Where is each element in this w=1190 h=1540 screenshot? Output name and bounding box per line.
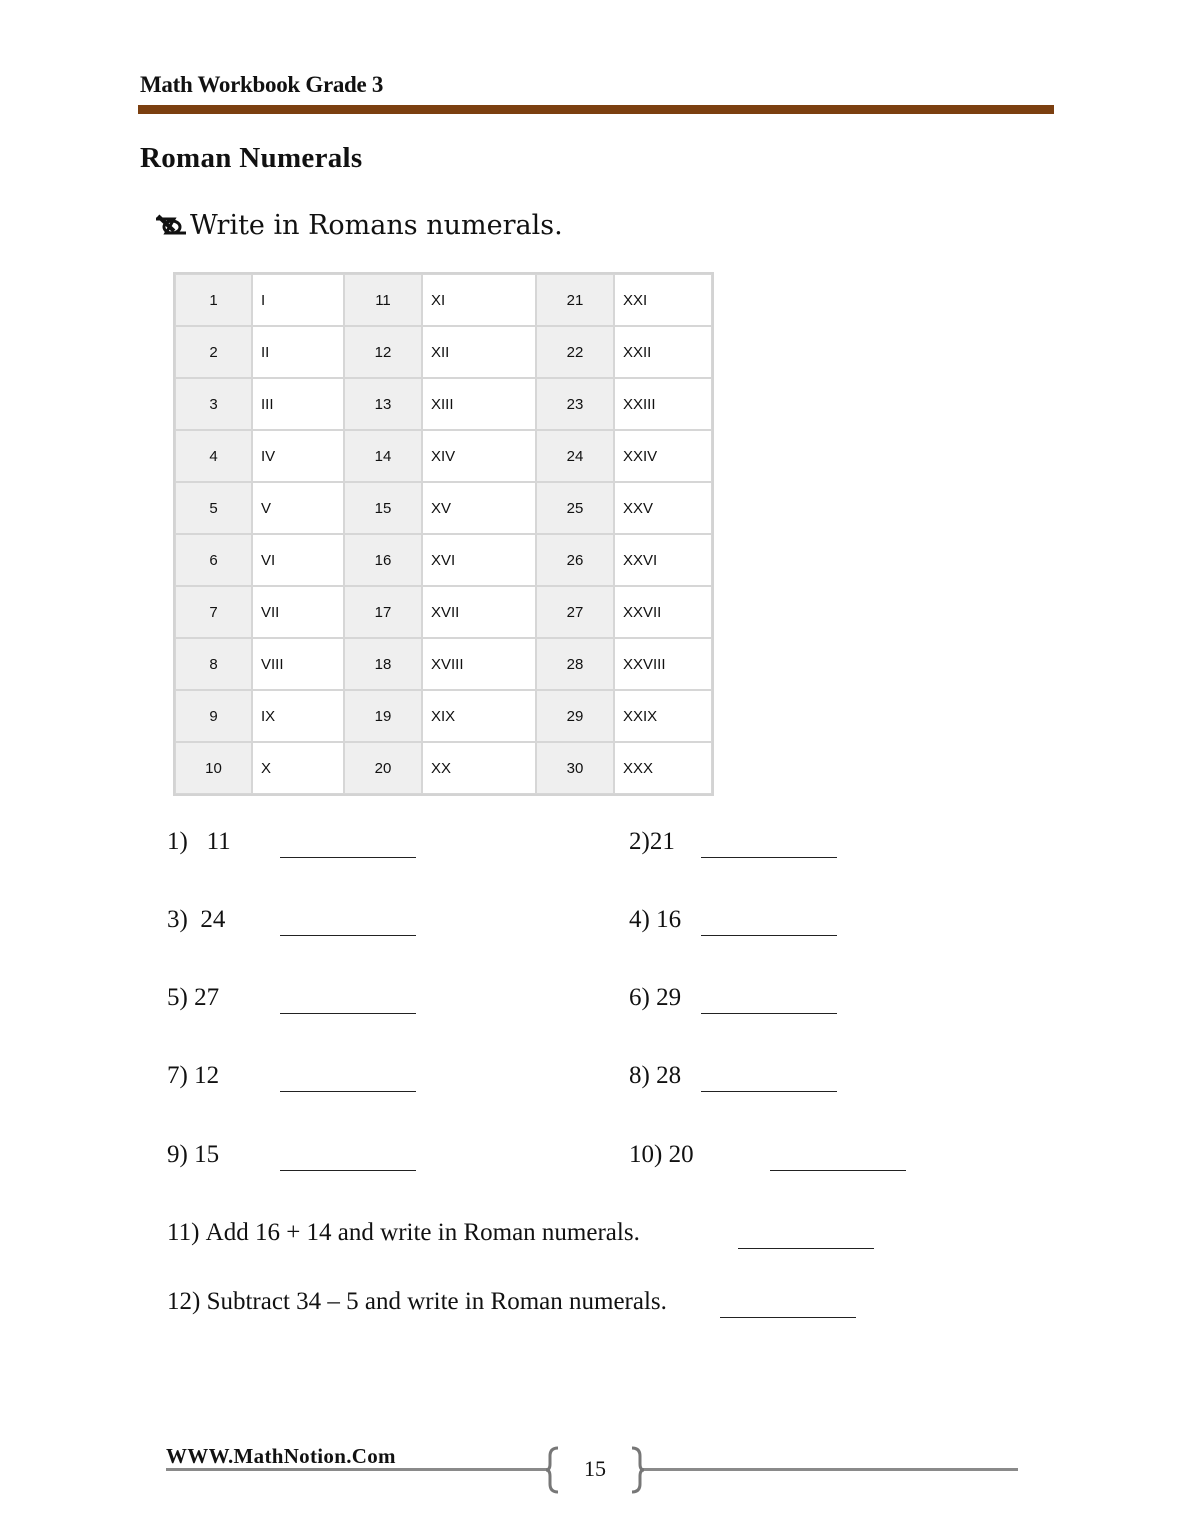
pencil-icon xyxy=(152,213,188,239)
number-cell: 5 xyxy=(175,482,252,534)
number-cell: 2 xyxy=(175,326,252,378)
footer-divider xyxy=(166,1468,550,1471)
question-value: 24 xyxy=(200,906,226,933)
question-value: Add 16 + 14 and write in Roman numerals. xyxy=(205,1219,640,1246)
question-value: 21 xyxy=(649,828,675,855)
roman-cell: XV xyxy=(422,482,536,534)
question-label: 7) xyxy=(167,1062,188,1089)
question-3 xyxy=(167,906,225,934)
page-number: 15 xyxy=(584,1456,606,1481)
question-8 xyxy=(629,1062,681,1090)
question-label: 9) xyxy=(167,1141,188,1168)
table-row xyxy=(175,326,712,378)
question-label: 3) xyxy=(167,906,188,933)
roman-cell: XXII xyxy=(614,326,712,378)
question-value: 20 xyxy=(668,1141,694,1168)
table-row xyxy=(175,378,712,430)
number-cell: 17 xyxy=(344,586,422,638)
question-value: 28 xyxy=(656,1062,682,1089)
number-cell: 28 xyxy=(536,638,614,690)
question-label: 12) xyxy=(167,1288,201,1315)
table-row xyxy=(175,482,712,534)
number-cell: 23 xyxy=(536,378,614,430)
table-row xyxy=(175,638,712,690)
question-value: 12 xyxy=(194,1062,220,1089)
roman-numerals-table xyxy=(173,272,714,796)
question-value: 29 xyxy=(656,984,682,1011)
answer-blank-10[interactable] xyxy=(770,1169,906,1171)
number-cell: 26 xyxy=(536,534,614,586)
question-label: 2) xyxy=(629,828,650,855)
number-cell: 19 xyxy=(344,690,422,742)
number-cell: 12 xyxy=(344,326,422,378)
answer-blank-5[interactable] xyxy=(280,1012,416,1014)
number-cell: 13 xyxy=(344,378,422,430)
table-row xyxy=(175,430,712,482)
question-9 xyxy=(167,1141,219,1169)
question-4 xyxy=(629,906,681,934)
question-5 xyxy=(167,984,219,1012)
roman-cell: XXIX xyxy=(614,690,712,742)
number-cell: 10 xyxy=(175,742,252,794)
section-title: Roman Numerals xyxy=(140,142,363,174)
answer-blank-7[interactable] xyxy=(280,1090,416,1092)
table-row xyxy=(175,690,712,742)
question-label: 8) xyxy=(629,1062,650,1089)
roman-cell: XVIII xyxy=(422,638,536,690)
question-value: 27 xyxy=(194,984,220,1011)
roman-cell: XVII xyxy=(422,586,536,638)
roman-cell: IV xyxy=(252,430,344,482)
number-cell: 7 xyxy=(175,586,252,638)
instruction-text: Write in Romans numerals. xyxy=(190,210,563,241)
roman-cell: XXIV xyxy=(614,430,712,482)
roman-cell: V xyxy=(252,482,344,534)
number-cell: 21 xyxy=(536,274,614,326)
footer-site: WWW.MathNotion.Com xyxy=(166,1444,396,1468)
answer-blank-8[interactable] xyxy=(701,1090,837,1092)
header-rule xyxy=(138,105,1054,114)
roman-cell: XI xyxy=(422,274,536,326)
instruction xyxy=(152,210,563,241)
roman-cell: III xyxy=(252,378,344,430)
number-cell: 20 xyxy=(344,742,422,794)
question-2 xyxy=(629,828,675,856)
number-cell: 16 xyxy=(344,534,422,586)
roman-cell: VII xyxy=(252,586,344,638)
question-10 xyxy=(629,1141,694,1169)
roman-cell: XXI xyxy=(614,274,712,326)
roman-cell: XXVI xyxy=(614,534,712,586)
answer-blank-6[interactable] xyxy=(701,1012,837,1014)
number-cell: 11 xyxy=(344,274,422,326)
question-label: 1) xyxy=(167,828,188,855)
number-cell: 8 xyxy=(175,638,252,690)
number-cell: 27 xyxy=(536,586,614,638)
roman-cell: XIII xyxy=(422,378,536,430)
roman-cell: XXVIII xyxy=(614,638,712,690)
answer-blank-9[interactable] xyxy=(280,1169,416,1171)
question-11 xyxy=(167,1219,640,1247)
roman-cell: XXV xyxy=(614,482,712,534)
roman-cell: VIII xyxy=(252,638,344,690)
footer-divider xyxy=(640,1468,1018,1471)
number-cell: 30 xyxy=(536,742,614,794)
roman-cell: XIV xyxy=(422,430,536,482)
question-value: 16 xyxy=(656,906,682,933)
question-1 xyxy=(167,828,231,856)
roman-cell: X xyxy=(252,742,344,794)
roman-cell: XXVII xyxy=(614,586,712,638)
number-cell: 22 xyxy=(536,326,614,378)
roman-cell: XXX xyxy=(614,742,712,794)
roman-cell: XVI xyxy=(422,534,536,586)
roman-cell: VI xyxy=(252,534,344,586)
roman-cell: I xyxy=(252,274,344,326)
roman-cell: IX xyxy=(252,690,344,742)
answer-blank-12[interactable] xyxy=(720,1316,856,1318)
roman-cell: II xyxy=(252,326,344,378)
question-label: 6) xyxy=(629,984,650,1011)
question-6 xyxy=(629,984,681,1012)
answer-blank-3[interactable] xyxy=(280,934,416,936)
number-cell: 6 xyxy=(175,534,252,586)
number-cell: 29 xyxy=(536,690,614,742)
number-cell: 3 xyxy=(175,378,252,430)
number-cell: 14 xyxy=(344,430,422,482)
number-cell: 25 xyxy=(536,482,614,534)
page-header-title: Math Workbook Grade 3 xyxy=(140,72,384,97)
question-label: 5) xyxy=(167,984,188,1011)
roman-cell: XII xyxy=(422,326,536,378)
question-value: 15 xyxy=(194,1141,220,1168)
number-cell: 18 xyxy=(344,638,422,690)
answer-blank-2[interactable] xyxy=(701,856,837,858)
table-row xyxy=(175,274,712,326)
question-label: 10) xyxy=(629,1141,663,1168)
roman-cell: XXIII xyxy=(614,378,712,430)
number-cell: 1 xyxy=(175,274,252,326)
answer-blank-11[interactable] xyxy=(738,1247,874,1249)
answer-blank-4[interactable] xyxy=(701,934,837,936)
question-value: Subtract 34 – 5 and write in Roman numerals. xyxy=(206,1288,667,1315)
question-label: 11) xyxy=(167,1219,200,1246)
table-row xyxy=(175,534,712,586)
number-cell: 4 xyxy=(175,430,252,482)
question-7 xyxy=(167,1062,219,1090)
roman-cell: XIX xyxy=(422,690,536,742)
question-label: 4) xyxy=(629,906,650,933)
question-12 xyxy=(167,1288,667,1316)
number-cell: 24 xyxy=(536,430,614,482)
table-row xyxy=(175,586,712,638)
number-cell: 15 xyxy=(344,482,422,534)
number-cell: 9 xyxy=(175,690,252,742)
answer-blank-1[interactable] xyxy=(280,856,416,858)
question-value: 11 xyxy=(206,828,231,855)
table-row xyxy=(175,742,712,794)
roman-cell: XX xyxy=(422,742,536,794)
